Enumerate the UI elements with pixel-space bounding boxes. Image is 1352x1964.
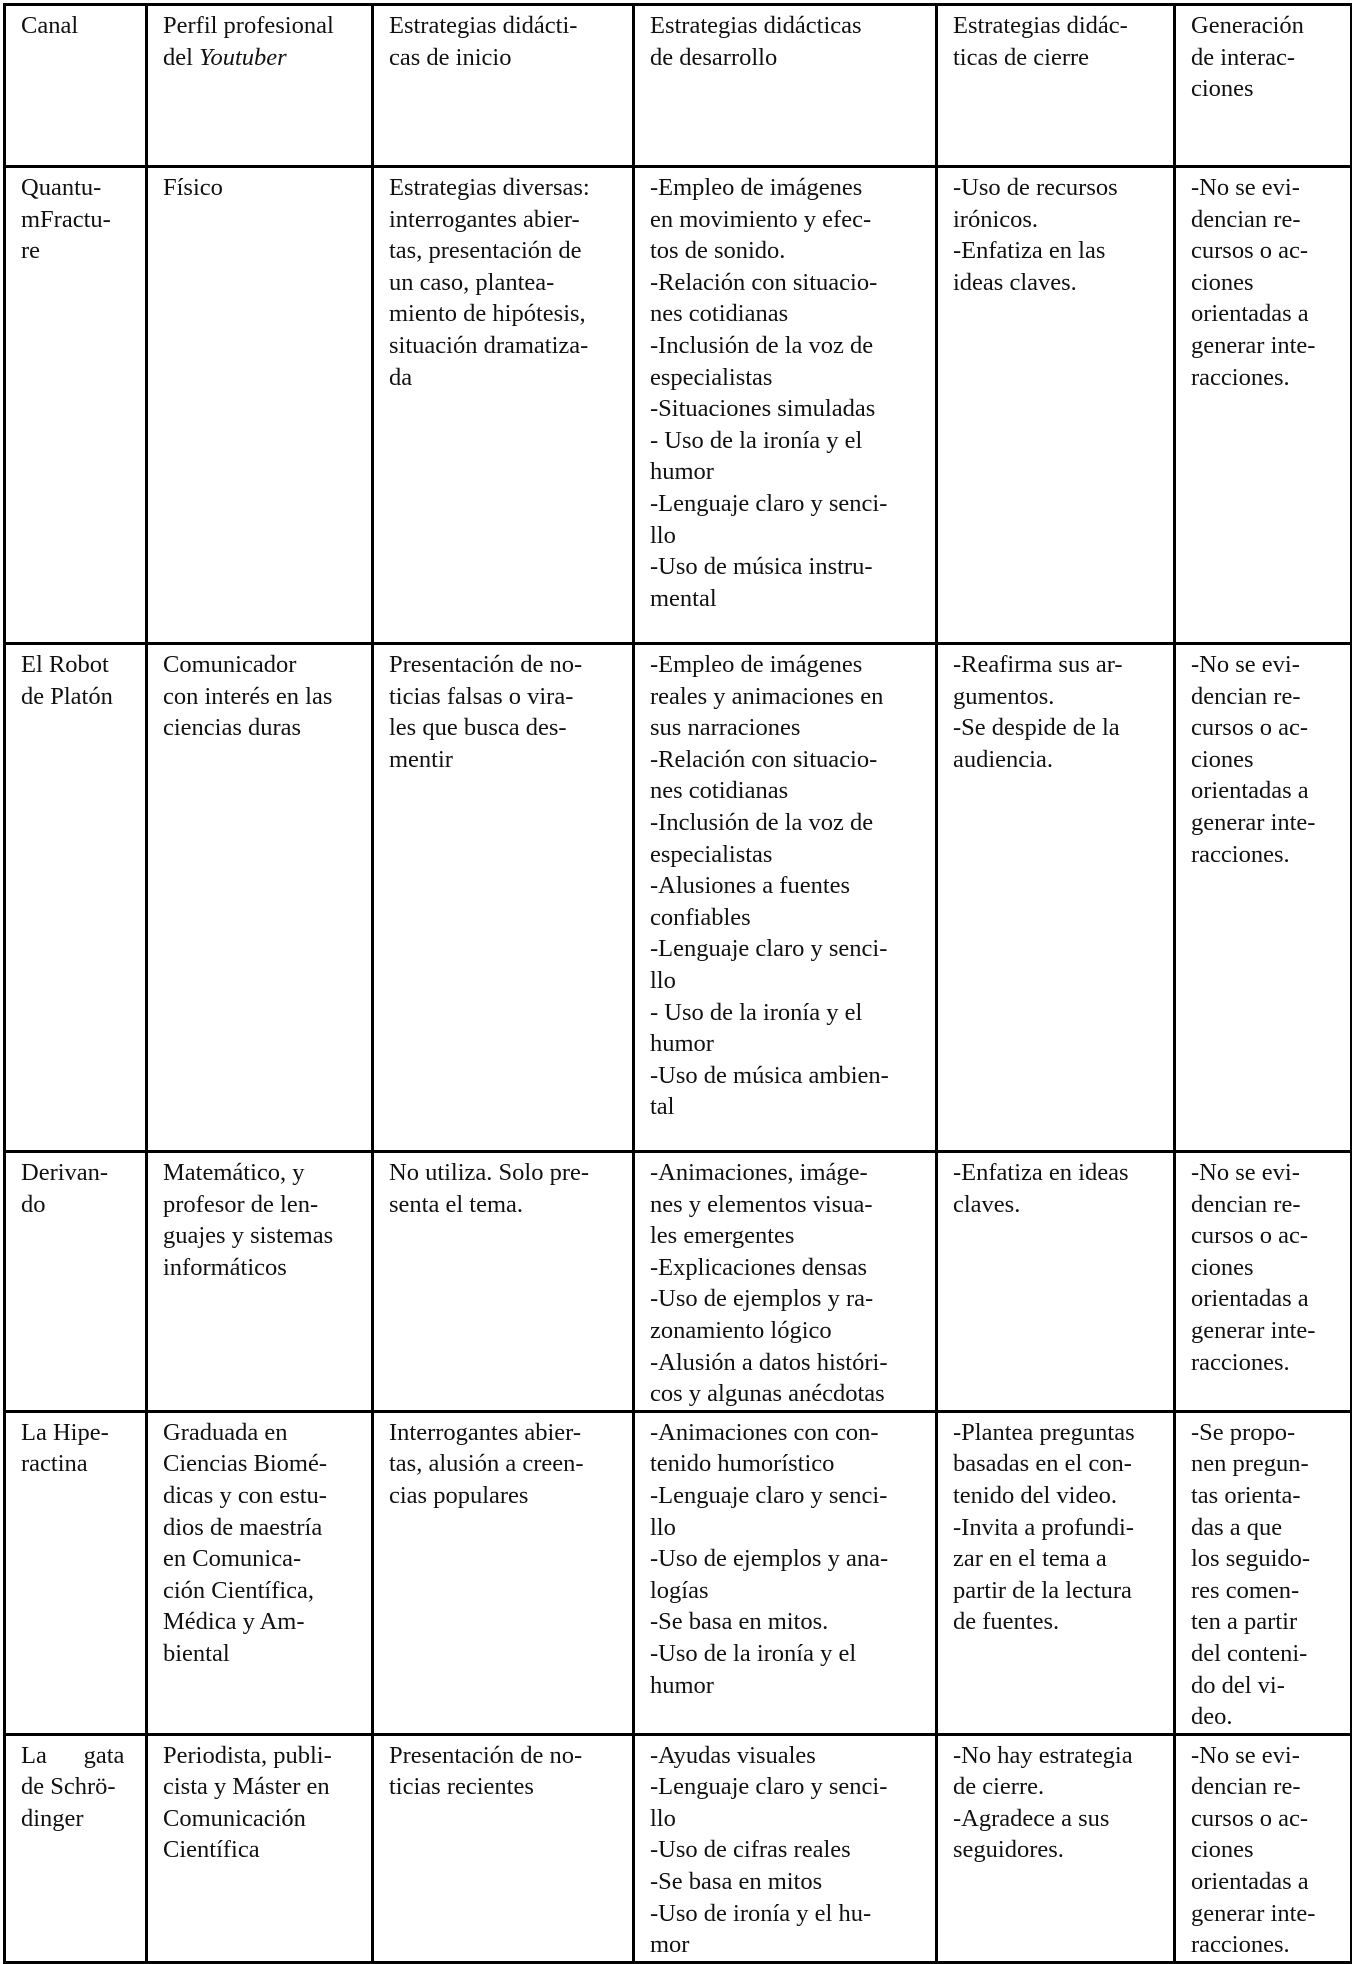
- cell-text-line: Estrategias diversas:: [389, 174, 590, 201]
- cell-text-line: mFractu-: [21, 205, 111, 233]
- table-row: [5, 167, 1352, 644]
- cell-text-line: un caso, plantea-: [389, 268, 555, 296]
- cell-text-line: basadas en el con-: [953, 1450, 1132, 1478]
- cell-text-line: ciencias duras: [163, 714, 302, 742]
- cell-text-line: cista y Máster en: [163, 1773, 330, 1801]
- cell-text-line: -Animaciones con con-: [650, 1418, 879, 1446]
- header-text-line: Canal: [21, 12, 79, 39]
- cell-text-line: -Inclusión de la voz de: [650, 331, 874, 359]
- cell-perfil: [147, 1152, 373, 1412]
- header-canal: [5, 5, 147, 167]
- header-text-line: Generación: [1191, 12, 1304, 39]
- cell-text-line: dencian re-: [1191, 682, 1301, 710]
- header-text-line: cas de inicio: [389, 43, 512, 71]
- cell-text-line: -No se evi-: [1191, 1741, 1300, 1769]
- cell-text-line: -Explicaciones densas: [650, 1253, 868, 1281]
- cell-text-line: miento de hipótesis,: [389, 300, 586, 328]
- cell-inicio: [373, 1152, 634, 1412]
- cell-text-line: tas, presentación de: [389, 237, 582, 265]
- cell-text-line: -Agradece a sus: [953, 1804, 1110, 1832]
- cell-text-line: No utiliza. Solo pre-: [389, 1159, 590, 1186]
- cell-text-line: en Comunica-: [163, 1545, 302, 1573]
- cell-text-line: das a que: [1191, 1513, 1283, 1541]
- header-text-line: del Youtuber: [163, 43, 287, 71]
- cell-text-line: -Se basa en mitos.: [650, 1608, 829, 1636]
- cell-inicio: [373, 1411, 634, 1734]
- cell-text-line: los seguido-: [1191, 1545, 1311, 1573]
- cell-text-line: - Uso de la ironía y el: [650, 426, 863, 454]
- cell-text-line: ractina: [21, 1450, 88, 1478]
- cell-text-line: -Se basa en mitos: [650, 1868, 823, 1896]
- cell-text-line: especialistas: [650, 363, 773, 391]
- cell-text-line: sus narraciones: [650, 714, 801, 742]
- cell-text-line: irónicos.: [953, 205, 1039, 233]
- cell-text-line: senta el tema.: [389, 1190, 524, 1218]
- cell-text-line: de fuentes.: [953, 1608, 1060, 1636]
- cell-perfil: [147, 1734, 373, 1962]
- cell-canal: [5, 1152, 147, 1412]
- cell-text-line: Comunicador: [163, 651, 297, 678]
- header-text-line: de interac-: [1191, 43, 1296, 71]
- cell-text-line: humor: [650, 1030, 714, 1058]
- cell-cierre: [937, 644, 1175, 1152]
- cell-text-line: ciones: [1191, 1836, 1254, 1864]
- cell-text-line: les que busca des-: [389, 714, 567, 742]
- cell-text-line: audiencia.: [953, 745, 1053, 773]
- cell-cierre: [937, 1734, 1175, 1962]
- cell-interacciones: [1175, 1734, 1352, 1962]
- cell-text-line: seguidores.: [953, 1836, 1064, 1864]
- cell-text-line: dencian re-: [1191, 1190, 1301, 1218]
- cell-text-line: ten a partir: [1191, 1608, 1298, 1636]
- cell-desarrollo: [634, 167, 937, 644]
- cell-text-line: El Robot: [21, 651, 109, 678]
- header-row: [5, 5, 1352, 167]
- cell-text-line: ciones: [1191, 268, 1254, 296]
- header-cierre: [937, 5, 1175, 167]
- cell-text-line: mor: [650, 1931, 690, 1959]
- cell-text-line: partir de la lectura: [953, 1576, 1132, 1604]
- table-row: [5, 1734, 1352, 1962]
- cell-text-line: -Relación con situacio-: [650, 745, 878, 773]
- cell-text-line: -Uso de recursos: [953, 174, 1118, 201]
- cell-text-line: -Se propo-: [1191, 1418, 1296, 1446]
- cell-text-line: -Empleo de imágenes: [650, 174, 863, 201]
- cell-text-line: Presentación de no-: [389, 651, 583, 678]
- cell-text-line: racciones.: [1191, 363, 1290, 391]
- cell-text-line: logías: [650, 1576, 709, 1604]
- cell-text-line: Ciencias Biomé-: [163, 1450, 327, 1478]
- cell-text-line: ideas claves.: [953, 268, 1077, 296]
- cell-text-line: -Inclusión de la voz de: [650, 808, 874, 836]
- cell-text-line: profesor de len-: [163, 1190, 319, 1218]
- cell-text-line: gumentos.: [953, 682, 1055, 710]
- header-text-line: Estrategias didácti-: [389, 12, 578, 39]
- cell-text-line: -Uso de ironía y el hu-: [650, 1899, 872, 1927]
- cell-interacciones: [1175, 1152, 1352, 1412]
- cell-text-line: re: [21, 237, 41, 265]
- cell-cierre: [937, 1152, 1175, 1412]
- cell-text-line: -No hay estrategia: [953, 1741, 1133, 1769]
- cell-text-line: ticias recientes: [389, 1773, 534, 1801]
- cell-text-line: -Uso de ejemplos y ra-: [650, 1285, 874, 1313]
- cell-text-line: cursos o ac-: [1191, 714, 1309, 742]
- header-desarrollo: [634, 5, 937, 167]
- cell-text-line: tenido del video.: [953, 1481, 1117, 1509]
- cell-text-line: con interés en las: [163, 682, 333, 710]
- cell-canal: [5, 1411, 147, 1734]
- cell-text-line: ciones: [1191, 745, 1254, 773]
- cell-text-line: confiables: [650, 903, 751, 931]
- cell-text-line: Físico: [163, 174, 223, 201]
- cell-text-line: orientadas a: [1191, 1868, 1309, 1896]
- cell-text-line: -Animaciones, imáge-: [650, 1159, 868, 1186]
- cell-text-line: racciones.: [1191, 1931, 1290, 1959]
- table-row: [5, 1411, 1352, 1734]
- cell-text-line: Graduada en: [163, 1418, 288, 1446]
- cell-text-line: especialistas: [650, 840, 773, 868]
- header-text-line: de desarrollo: [650, 43, 778, 71]
- cell-text-line: dencian re-: [1191, 1773, 1301, 1801]
- cell-text-line: deo.: [1191, 1703, 1233, 1731]
- cell-inicio: [373, 167, 634, 644]
- cell-text-line: dencian re-: [1191, 205, 1301, 233]
- cell-text-line: orientadas a: [1191, 1285, 1309, 1313]
- cell-text-line: llo: [650, 1513, 676, 1541]
- header-perfil: [147, 5, 373, 167]
- cell-text-line: de Platón: [21, 682, 113, 710]
- cell-text-line: Derivan-: [21, 1159, 109, 1186]
- cell-text-line: dinger: [21, 1804, 84, 1832]
- cell-text-line: nen pregun-: [1191, 1450, 1309, 1478]
- cell-text-line: do del vi-: [1191, 1671, 1285, 1699]
- cell-text-line: tal: [650, 1093, 675, 1121]
- cell-text-line: La gata: [21, 1741, 125, 1769]
- cell-text-line: reales y animaciones en: [650, 682, 884, 710]
- cell-text-line: -Enfatiza en ideas: [953, 1159, 1129, 1186]
- cell-text-line: generar inte-: [1191, 1316, 1316, 1344]
- header-text-line: ciones: [1191, 75, 1254, 103]
- cell-text-line: Quantu-: [21, 174, 102, 201]
- header-italic-term: Youtuber: [199, 43, 287, 71]
- cell-perfil: [147, 644, 373, 1152]
- cell-text-line: biental: [163, 1639, 230, 1667]
- cell-text-line: -Uso de la ironía y el: [650, 1639, 857, 1667]
- header-text-line: Perfil profesional: [163, 12, 334, 39]
- cell-text-line: -Alusiones a fuentes: [650, 872, 851, 900]
- cell-text-line: cos y algunas anécdotas: [650, 1380, 885, 1408]
- cell-text-line: do: [21, 1190, 46, 1218]
- header-inicio: [373, 5, 634, 167]
- cell-text-line: -Situaciones simuladas: [650, 395, 876, 423]
- cell-text-line: tos de sonido.: [650, 237, 786, 265]
- cell-text-line: -Relación con situacio-: [650, 268, 878, 296]
- header-text-line: Estrategias didácticas: [650, 12, 862, 39]
- cell-text-line: zar en el tema a: [953, 1545, 1107, 1573]
- cell-text-line: informáticos: [163, 1253, 287, 1281]
- cell-canal: [5, 644, 147, 1152]
- cell-text-line: -Lenguaje claro y senci-: [650, 935, 888, 963]
- cell-text-line: en movimiento y efec-: [650, 205, 872, 233]
- cell-text-line: generar inte-: [1191, 808, 1316, 836]
- cell-inicio: [373, 644, 634, 1152]
- cell-text-line: zonamiento lógico: [650, 1316, 832, 1344]
- cell-text-line: -Empleo de imágenes: [650, 651, 863, 678]
- cell-text-line: cursos o ac-: [1191, 1222, 1309, 1250]
- cell-text-line: dicas y con estu-: [163, 1481, 327, 1509]
- cell-text-line: interrogantes abier-: [389, 205, 580, 233]
- cell-text-line: -Uso de cifras reales: [650, 1836, 851, 1864]
- cell-interacciones: [1175, 1411, 1352, 1734]
- cell-text-line: -Alusión a datos históri-: [650, 1348, 888, 1376]
- header-text-line: Estrategias didác-: [953, 12, 1128, 39]
- cell-text-line: situación dramatiza-: [389, 331, 589, 359]
- header-interacciones: [1175, 5, 1352, 167]
- cell-perfil: [147, 167, 373, 644]
- cell-text-line: generar inte-: [1191, 1899, 1316, 1927]
- cell-text-line: racciones.: [1191, 840, 1290, 868]
- cell-text-line: mentir: [389, 745, 453, 773]
- cell-text-line: de cierre.: [953, 1773, 1045, 1801]
- cell-desarrollo: [634, 644, 937, 1152]
- youtuber-strategies-table: [3, 3, 1352, 1964]
- cell-cierre: [937, 1411, 1175, 1734]
- cell-desarrollo: [634, 1152, 937, 1412]
- cell-text-line: tas, alusión a creen-: [389, 1450, 584, 1478]
- cell-text-line: -Se despide de la: [953, 714, 1120, 742]
- cell-text-line: -Invita a profundi-: [953, 1513, 1134, 1541]
- cell-text-line: Médica y Am-: [163, 1608, 305, 1636]
- header-text-line: ticas de cierre: [953, 43, 1090, 71]
- cell-text-line: claves.: [953, 1190, 1021, 1218]
- cell-text-line: ciones: [1191, 1253, 1254, 1281]
- cell-text-line: - Uso de la ironía y el: [650, 998, 863, 1026]
- cell-text-line: -Lenguaje claro y senci-: [650, 1481, 888, 1509]
- cell-interacciones: [1175, 644, 1352, 1152]
- table-row: [5, 644, 1352, 1152]
- cell-text-line: nes cotidianas: [650, 300, 789, 328]
- cell-text-line: -Plantea preguntas: [953, 1418, 1135, 1446]
- cell-text-line: cursos o ac-: [1191, 1804, 1309, 1832]
- cell-interacciones: [1175, 167, 1352, 644]
- cell-text-line: del conteni-: [1191, 1639, 1308, 1667]
- cell-text-line: -Reafirma sus ar-: [953, 651, 1123, 678]
- table-body: [5, 5, 1352, 1963]
- cell-text-line: Interrogantes abier-: [389, 1418, 582, 1446]
- cell-text-line: Presentación de no-: [389, 1741, 583, 1769]
- cell-text-line: -Uso de música instru-: [650, 553, 873, 581]
- cell-text-line: generar inte-: [1191, 331, 1316, 359]
- cell-text-line: cias populares: [389, 1481, 529, 1509]
- cell-text-line: -Lenguaje claro y senci-: [650, 1773, 888, 1801]
- cell-text-line: tenido humorístico: [650, 1450, 835, 1478]
- cell-text-line: -Uso de música ambien-: [650, 1061, 889, 1089]
- cell-text-line: guajes y sistemas: [163, 1222, 334, 1250]
- cell-text-line: llo: [650, 521, 676, 549]
- cell-text-line: -No se evi-: [1191, 1159, 1300, 1186]
- cell-text-line: racciones.: [1191, 1348, 1290, 1376]
- cell-text-line: llo: [650, 1804, 676, 1832]
- cell-text-line: nes y elementos visua-: [650, 1190, 873, 1218]
- cell-text-line: dios de maestría: [163, 1513, 323, 1541]
- cell-text-line: da: [389, 363, 413, 391]
- cell-text-line: mental: [650, 584, 717, 612]
- cell-inicio: [373, 1734, 634, 1962]
- cell-text-line: Matemático, y: [163, 1159, 305, 1186]
- cell-text-line: -Ayudas visuales: [650, 1741, 816, 1769]
- cell-text-line: ticias falsas o vira-: [389, 682, 574, 710]
- cell-text-line: res comen-: [1191, 1576, 1300, 1604]
- cell-text-line: nes cotidianas: [650, 777, 789, 805]
- cell-canal: [5, 1734, 147, 1962]
- cell-text-line: humor: [650, 458, 714, 486]
- cell-text-line: La Hipe-: [21, 1418, 109, 1446]
- cell-text-line: -Enfatiza en las: [953, 237, 1106, 265]
- cell-text-line: les emergentes: [650, 1222, 795, 1250]
- cell-text-line: llo: [650, 966, 676, 994]
- cell-desarrollo: [634, 1734, 937, 1962]
- cell-text-line: -Lenguaje claro y senci-: [650, 489, 888, 517]
- cell-text-line: Periodista, publi-: [163, 1741, 332, 1769]
- cell-text-line: cursos o ac-: [1191, 237, 1309, 265]
- cell-text-line: humor: [650, 1671, 714, 1699]
- cell-text-line: orientadas a: [1191, 300, 1309, 328]
- cell-text-line: de Schrö-: [21, 1773, 116, 1801]
- cell-canal: [5, 167, 147, 644]
- cell-cierre: [937, 167, 1175, 644]
- table-row: [5, 1152, 1352, 1412]
- cell-text-line: -No se evi-: [1191, 174, 1300, 201]
- cell-text-line: orientadas a: [1191, 777, 1309, 805]
- cell-text-line: Comunicación: [163, 1804, 306, 1832]
- cell-text-line: -Uso de ejemplos y ana-: [650, 1545, 889, 1573]
- cell-desarrollo: [634, 1411, 937, 1734]
- cell-text-line: Científica: [163, 1836, 260, 1864]
- cell-text-line: tas orienta-: [1191, 1481, 1301, 1509]
- cell-text-line: -No se evi-: [1191, 651, 1300, 678]
- cell-text-line: ción Científica,: [163, 1576, 315, 1604]
- cell-perfil: [147, 1411, 373, 1734]
